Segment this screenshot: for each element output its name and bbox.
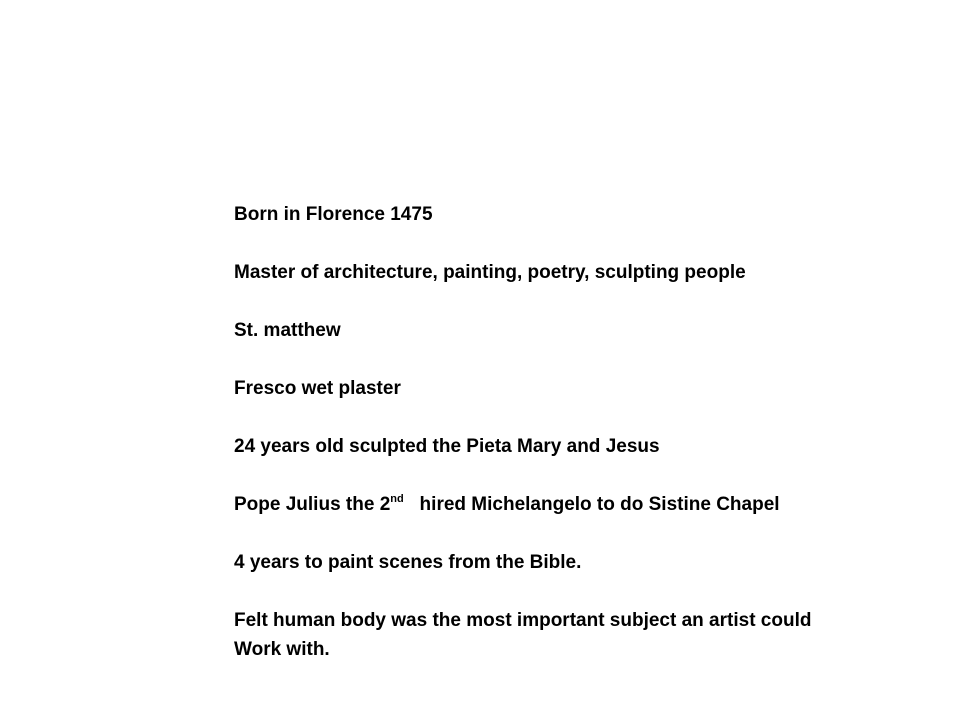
slide-body xyxy=(234,200,934,664)
paragraph-st-matthew: St. matthew xyxy=(234,320,341,341)
paragraph-fresco: Fresco wet plaster xyxy=(234,378,401,399)
paragraph-bible: 4 years to paint scenes from the Bible. xyxy=(234,552,582,573)
paragraph-master: Master of architecture, painting, poetry, sculpting people xyxy=(234,262,746,283)
paragraph-pope-julius xyxy=(234,490,934,519)
pope-line-rest: hired Michelangelo to do Sistine Chapel xyxy=(403,494,780,515)
human-body-line-2: Work with. xyxy=(234,639,330,660)
pope-line-text: Pope Julius the 2 xyxy=(234,494,391,515)
paragraph-pieta: 24 years old sculpted the Pieta Mary and Jesus xyxy=(234,436,660,457)
ordinal-superscript: nd xyxy=(390,493,404,505)
paragraph-human-body xyxy=(234,606,934,664)
human-body-line-1: Felt human body was the most important subject an artist could xyxy=(234,610,812,631)
paragraph-born: Born in Florence 1475 xyxy=(234,204,433,225)
